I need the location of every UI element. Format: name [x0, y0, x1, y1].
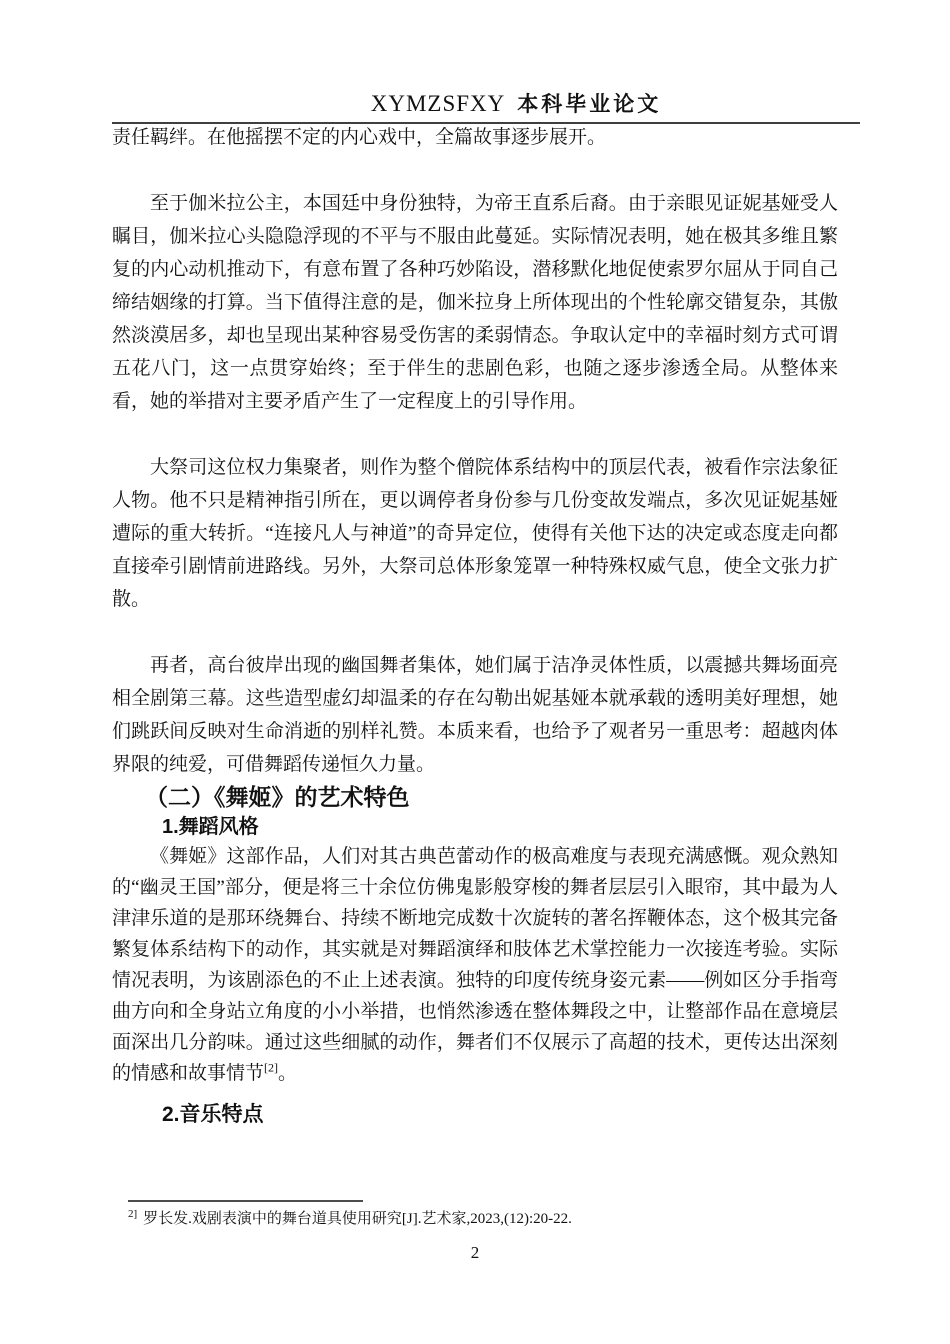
document-body [112, 121, 838, 1129]
paragraph-high-priest: 大祭司这位权力集聚者，则作为整个僧院体系结构中的顶层代表，被看作宗法象征人物。他不只是精神指引所在，更以调停者身份参与几份变故发端点，多次见证妮基娅遭际的重大转折。“连接凡人与神道”的奇异定位，使得有关他下达的决定或态度走向都直接牵引剧情前进路线。另外，大祭司总体形象笼罩一种特殊权威气息，使全文张力扩散。 [112, 457, 838, 610]
sub-heading-dance-style: 1.舞蹈风格 [162, 816, 259, 838]
page-number: 2 [470, 1243, 480, 1262]
page-header [0, 90, 950, 121]
paragraph-dance-text: 《舞姬》这部作品，人们对其古典芭蕾动作的极高难度与表现充满感慨。观众熟知的“幽灵王国”部分，便是将三十余位仿佛鬼影般穿梭的舞者层层引入眼帘，其中最为人津津乐道的是那环绕舞台、持续不断地完成数十次旋转的著名挥鞭体态，这个极其完备繁复体系结构下的动作，其实就是对舞蹈演绎和肢体艺术掌控能力一次接连考验。实际情况表明，为该剧添色的不止上述表演。独特的印度传统身姿元素——例如区分手指弯曲方向和全身站立角度的小小举措，也悄然渗透在整体舞段之中，让整部作品在意境层面深出几分韵味。通过这些细腻的动作，舞者们不仅展示了高超的技术，更传达出深刻的情感和故事情节 [112, 846, 838, 1084]
paragraph-dance-period: 。 [278, 1063, 298, 1084]
footnote-marker: 2] [128, 1208, 138, 1220]
paragraph-gamzatti: 至于伽米拉公主，本国廷中身份独特，为帝王直系后裔。由于亲眼见证妮基娅受人瞩目，伽米拉心头隐隐浮现的不平与不服由此蔓延。实际情况表明，她在极其多维且繁复的内心动机推动下，有意布置了各种巧妙陷设，潜移默化地促使索罗尔屈从于同自己缔结姻缘的打算。当下值得注意的是，伽米拉身上所体现出的个性轮廓交错复杂，其傲然淡漠居多，却也呈现出某种容易受伤害的柔弱情态。争取认定中的幸福时刻方式可谓五花八门，这一点贯穿始终；至于伴生的悲剧色彩，也随之逐步渗透全局。从整体来看，她的举措对主要矛盾产生了一定程度上的引导作用。 [112, 193, 838, 412]
header-thesis-title: 本科毕业论文 [517, 92, 662, 116]
footnote-reference-2: [2] [264, 1060, 279, 1075]
paragraph-continuation: 责任羁绊。在他摇摆不定的内心戏中，全篇故事逐步展开。 [112, 127, 607, 148]
section-heading-art-features: （二）《舞姬》的艺术特色 [145, 784, 410, 810]
footnote-separator-line [128, 1200, 363, 1202]
footnote-entry [128, 1206, 838, 1232]
paragraph-dance-style [112, 841, 838, 1089]
sub-heading-music-features: 2.音乐特点 [162, 1103, 264, 1126]
paragraph-shades: 再者，高台彼岸出现的幽国舞者集体，她们属于洁净灵体性质，以震撼共舞场面亮相全剧第三幕。这些造型虚幻却温柔的存在勾勒出妮基娅本就承载的透明美好理想，她们跳跃间反映对生命消逝的别样礼赞。本质来看，也给予了观者另一重思考：超越肉体界限的纯爱，可借舞蹈传递恒久力量。 [112, 655, 838, 775]
header-school-code: XYMZSFXY [370, 91, 506, 116]
footnote-citation-text: 罗长发.戏剧表演中的舞台道具使用研究[J].艺术家,2023,(12):20-22. [143, 1211, 572, 1227]
